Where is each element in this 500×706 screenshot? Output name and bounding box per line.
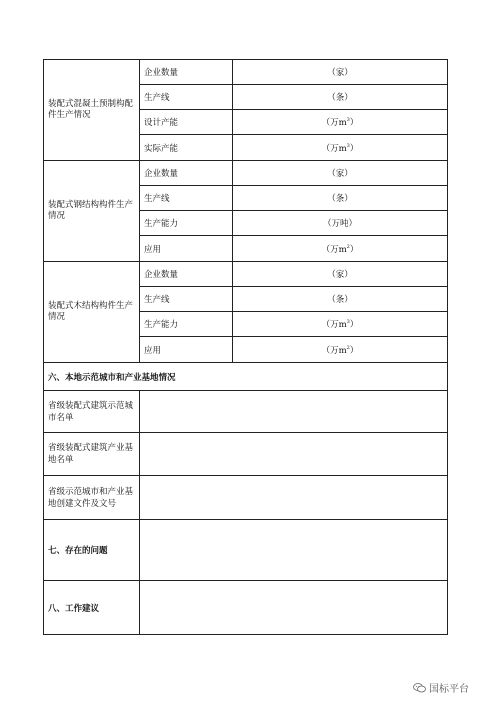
item-label: 企业数量 <box>140 60 233 85</box>
unit-prefix: （万m <box>321 143 347 154</box>
unit-cell[interactable]: （条） <box>233 85 448 110</box>
item-label: 生产能力 <box>140 312 233 337</box>
item-label: 生产线 <box>140 85 233 110</box>
group-title-timber-structure: 装配式木结构构件生产情况 <box>44 262 140 363</box>
unit-superscript: 2 <box>346 243 350 250</box>
item-label: 企业数量 <box>140 262 233 287</box>
item-label: 应用 <box>140 337 233 363</box>
item-label: 企业数量 <box>140 161 233 186</box>
table-row <box>44 161 448 186</box>
unit-cell[interactable] <box>233 110 448 135</box>
unit-cell[interactable]: （家） <box>233 161 448 186</box>
input-cell[interactable] <box>140 476 448 520</box>
unit-suffix: ） <box>349 345 359 356</box>
table-row <box>44 581 448 635</box>
watermark-text: 国标平台 <box>429 684 469 695</box>
unit-prefix: （万m <box>321 244 347 255</box>
input-cell[interactable] <box>140 391 448 433</box>
item-label: 生产线 <box>140 186 233 211</box>
unit-superscript: 3 <box>346 319 350 326</box>
input-cell[interactable] <box>140 581 448 635</box>
unit-cell[interactable]: （家） <box>233 60 448 85</box>
unit-suffix: ） <box>349 118 359 128</box>
unit-cell[interactable]: （条） <box>233 186 448 211</box>
group-title-steel-structure: 装配式钢结构构件生产情况 <box>44 161 140 262</box>
unit-cell[interactable] <box>233 337 448 363</box>
table-row <box>44 433 448 476</box>
section-6-title: 六、本地示范城市和产业基地情况 <box>44 363 448 391</box>
unit-suffix: ） <box>349 320 359 330</box>
section-7-title: 七、存在的问题 <box>44 520 140 581</box>
unit-cell[interactable]: （万吨） <box>233 211 448 236</box>
section-8-title: 八、工作建议 <box>44 581 140 635</box>
unit-cell[interactable] <box>233 236 448 262</box>
unit-cell[interactable] <box>233 312 448 337</box>
unit-cell[interactable] <box>233 135 448 161</box>
row-label: 省级装配式建筑示范城市名单 <box>44 391 140 433</box>
table-row <box>44 60 448 85</box>
wechat-icon <box>413 683 426 693</box>
unit-cell[interactable]: （条） <box>233 287 448 312</box>
unit-suffix: ） <box>349 143 359 154</box>
unit-superscript: 2 <box>346 344 350 351</box>
section-header-row <box>44 363 448 391</box>
unit-prefix: （万m <box>321 320 347 330</box>
item-label: 生产线 <box>140 287 233 312</box>
input-cell[interactable] <box>140 520 448 581</box>
unit-superscript: 3 <box>346 117 350 124</box>
table-row <box>44 476 448 520</box>
unit-suffix: ） <box>349 244 359 255</box>
item-label: 实际产能 <box>140 135 233 161</box>
group-title-precast-concrete: 装配式混凝土预制构配件生产情况 <box>44 60 140 161</box>
statistics-form-table <box>43 59 448 635</box>
row-label: 省级示范城市和产业基地创建文件及文号 <box>44 476 140 520</box>
row-label: 省级装配式建筑产业基地名单 <box>44 433 140 476</box>
item-label: 应用 <box>140 236 233 262</box>
unit-prefix: （万m <box>321 345 347 356</box>
item-label: 生产能力 <box>140 211 233 236</box>
table-row <box>44 391 448 433</box>
watermark <box>413 680 469 695</box>
table-row <box>44 262 448 287</box>
unit-prefix: （万m <box>321 118 347 128</box>
unit-cell[interactable]: （家） <box>233 262 448 287</box>
unit-superscript: 3 <box>346 142 350 149</box>
item-label: 设计产能 <box>140 110 233 135</box>
table-row <box>44 520 448 581</box>
input-cell[interactable] <box>140 433 448 476</box>
